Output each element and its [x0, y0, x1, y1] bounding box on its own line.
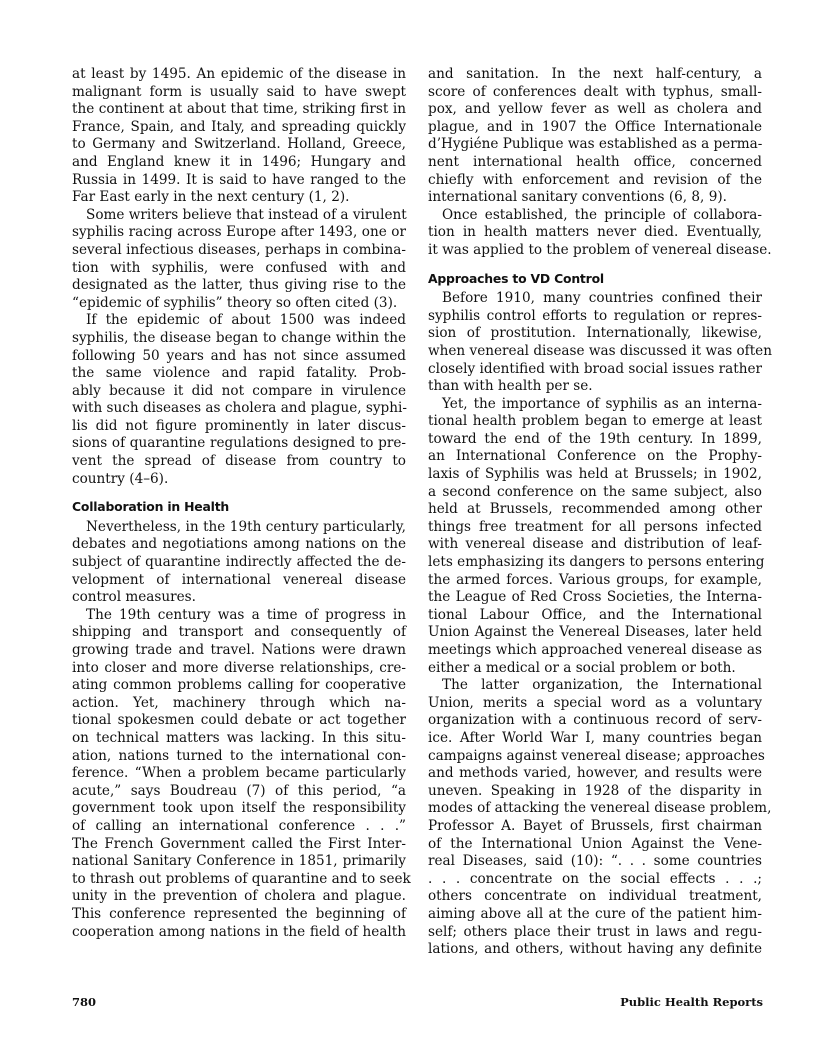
text-line: If the epidemic of about 1500 was indeed: [86, 312, 406, 329]
text-line: d’Hygiéne Publique was established as a perma-: [428, 136, 763, 153]
text-line: of the International Union Against the Vene-: [428, 835, 762, 852]
text-line: score of conferences dealt with typhus, small-: [428, 83, 762, 100]
right-column: [428, 66, 772, 959]
text-line: Yet, the importance of syphilis as an interna-: [442, 395, 762, 412]
text-line: with venereal disease and distribution of leaf-: [428, 536, 762, 553]
section-heading: Collaboration in Health: [72, 499, 230, 515]
text-line: Some writers believe that instead of a virulent: [86, 206, 407, 223]
text-line: aiming above all at the cure of the patient him-: [428, 905, 762, 922]
text-line: The latter organization, the International: [442, 677, 762, 694]
paragraph: [428, 677, 772, 959]
text-line: international sanitary conventions (6, 8, 9).: [428, 189, 727, 206]
text-line: Before 1910, many countries confined their: [442, 290, 762, 307]
text-line: either a medical or a social problem or both.: [428, 659, 736, 676]
text-line: Far East early in the next century (1, 2).: [72, 189, 350, 206]
text-line: syphilis, the disease began to change within the: [72, 329, 406, 346]
text-line: than with health per se.: [428, 378, 593, 395]
text-line: government took upon itself the responsibility: [72, 800, 406, 817]
text-line: action. Yet, machinery through which na-: [72, 694, 406, 711]
text-line: lations, and others, without having any definite: [428, 941, 762, 958]
paragraph: [428, 395, 765, 678]
text-line: lis did not figure prominently in later discus-: [72, 417, 406, 434]
text-line: plague, and in 1907 the Office Internationale: [428, 118, 762, 135]
text-line: national Sanitary Conference in 1851, primarily: [72, 853, 406, 870]
text-line: France, Spain, and Italy, and spreading quickly: [72, 118, 406, 135]
text-line: tional health problem began to emerge at least: [428, 413, 762, 430]
text-line: when venereal disease was discussed it was often: [428, 342, 772, 359]
text-line: the continent at about that time, striking first in: [72, 101, 406, 118]
paragraph: [72, 606, 411, 941]
paragraph: [428, 290, 772, 396]
page-number: 780: [72, 995, 97, 1009]
text-line: of calling an international conference . . .”: [72, 817, 406, 834]
text-line: laxis of Syphilis was held at Brussels; in 1902,: [428, 466, 762, 483]
paragraph: [428, 206, 772, 260]
text-line: self; others place their trust in laws and regu-: [428, 923, 762, 940]
text-line: unity in the prevention of cholera and plague.: [72, 888, 406, 905]
text-line: country (4–6).: [72, 470, 169, 487]
text-line: held at Brussels, recommended among other: [428, 501, 762, 518]
paragraph: [428, 66, 762, 207]
text-line: ference. “When a problem became particularly: [72, 765, 406, 782]
text-line: ice. After World War I, many countries began: [428, 729, 762, 746]
text-line: the League of Red Cross Societies, the Interna-: [428, 589, 762, 606]
text-line: “epidemic of syphilis” theory so often cited (3).: [72, 294, 398, 311]
text-line: into closer and more diverse relationships, cre-: [72, 659, 406, 676]
text-line: real Diseases, said (10): “. . . some countries: [428, 853, 762, 870]
text-line: cooperation among nations in the field of health: [72, 923, 406, 940]
text-line: following 50 years and has not since assumed: [72, 347, 406, 364]
text-line: tional spokesmen could debate or act together: [72, 712, 406, 729]
left-column: [72, 66, 411, 941]
text-line: ating common problems calling for cooperative: [72, 677, 406, 694]
text-line: ably because it did not compare in virulence: [72, 382, 406, 399]
journal-title: Public Health Reports: [620, 995, 763, 1009]
text-line: Union, merits a special word as a voluntary: [428, 694, 762, 711]
text-line: . . . concentrate on the social effects . . .;: [428, 870, 762, 887]
text-line: tion with syphilis, were confused with and: [72, 259, 406, 276]
text-line: it was applied to the problem of venereal disease.: [428, 241, 772, 258]
text-line: sions of quarantine regulations designed to pre-: [72, 435, 406, 452]
text-line: meetings which approached venereal disease as: [428, 642, 762, 658]
text-line: ation, nations turned to the international con-: [72, 747, 406, 764]
text-line: on technical matters was lacking. In this situ-: [72, 729, 406, 746]
text-line: vent the spread of disease from country to: [72, 453, 406, 470]
text-line: chiefly with enforcement and revision of the: [428, 171, 762, 188]
text-line: with such diseases as cholera and plague, syphi-: [72, 400, 407, 417]
text-line: others concentrate on individual treatment,: [428, 888, 762, 905]
text-line: pox, and yellow fever as well as cholera and: [428, 101, 762, 118]
text-line: growing trade and travel. Nations were drawn: [72, 642, 406, 658]
text-line: closely identified with broad social issues rather: [428, 360, 762, 377]
text-line: syphilis racing across Europe after 1493, one or: [72, 224, 406, 241]
text-line: organization with a continuous record of serv-: [428, 712, 762, 729]
text-line: designated as the latter, thus giving rise to the: [72, 277, 406, 294]
section-heading: Approaches to VD Control: [428, 270, 604, 286]
text-line: nent international health office, concerned: [428, 153, 762, 170]
text-line: campaigns against venereal disease; approaches: [428, 747, 765, 764]
text-line: malignant form is usually said to have swept: [72, 83, 406, 100]
text-line: uneven. Speaking in 1928 of the disparity in: [428, 782, 762, 799]
paragraph: [72, 312, 406, 488]
text-line: and sanitation. In the next half-century, a: [428, 66, 762, 82]
text-line: acute,” says Boudreau (7) of this period, “a: [72, 782, 406, 799]
text-line: the armed forces. Various groups, for example,: [428, 571, 762, 588]
text-line: things free treatment for all persons infected: [428, 518, 762, 535]
text-line: modes of attacking the venereal disease problem,: [428, 800, 772, 817]
text-line: an International Conference on the Prophy-: [428, 448, 762, 465]
text-line: tion in health matters never died. Eventually,: [428, 224, 762, 241]
paragraph: [72, 66, 406, 207]
text-line: Union Against the Venereal Diseases, later held: [428, 624, 762, 641]
text-line: the same violence and rapid fatality. Prob-: [72, 365, 406, 382]
text-line: control measures.: [72, 589, 196, 606]
text-line: tional Labour Office, and the International: [428, 606, 762, 623]
text-line: The 19th century was a time of progress in: [86, 606, 406, 623]
text-line: toward the end of the 19th century. In 1899,: [428, 430, 762, 447]
text-line: subject of quarantine indirectly affected the de-: [72, 554, 406, 571]
text-line: Nevertheless, in the 19th century particularly,: [86, 518, 406, 535]
paragraph: [72, 519, 406, 607]
text-line: sion of prostitution. Internationally, likewise,: [428, 325, 762, 342]
text-line: a second conference on the same subject, also: [428, 483, 762, 500]
text-line: shipping and transport and consequently of: [72, 624, 406, 641]
text-line: Russia in 1499. It is said to have ranged to the: [72, 171, 406, 188]
text-line: lets emphasizing its dangers to persons entering: [428, 554, 765, 571]
text-line: This conference represented the beginning of: [72, 905, 406, 922]
text-line: to thrash out problems of quarantine and to seek: [72, 870, 411, 887]
text-line: and methods varied, however, and results were: [428, 765, 762, 782]
text-line: syphilis control efforts to regulation or repres-: [428, 307, 762, 324]
text-line: velopment of international venereal disease: [72, 571, 406, 588]
text-line: at least by 1495. An epidemic of the disease in: [72, 66, 406, 82]
text-line: several infectious diseases, perhaps in combina-: [72, 241, 406, 258]
text-line: Professor A. Bayet of Brussels, first chairman: [428, 817, 762, 834]
text-line: The French Government called the First Inter-: [72, 835, 406, 852]
text-line: debates and negotiations among nations on the: [72, 536, 406, 553]
text-line: Once established, the principle of collabora-: [442, 206, 762, 223]
text-line: and England knew it in 1496; Hungary and: [72, 153, 406, 170]
text-line: to Germany and Switzerland. Holland, Greece,: [72, 136, 406, 153]
paragraph: [72, 207, 406, 313]
